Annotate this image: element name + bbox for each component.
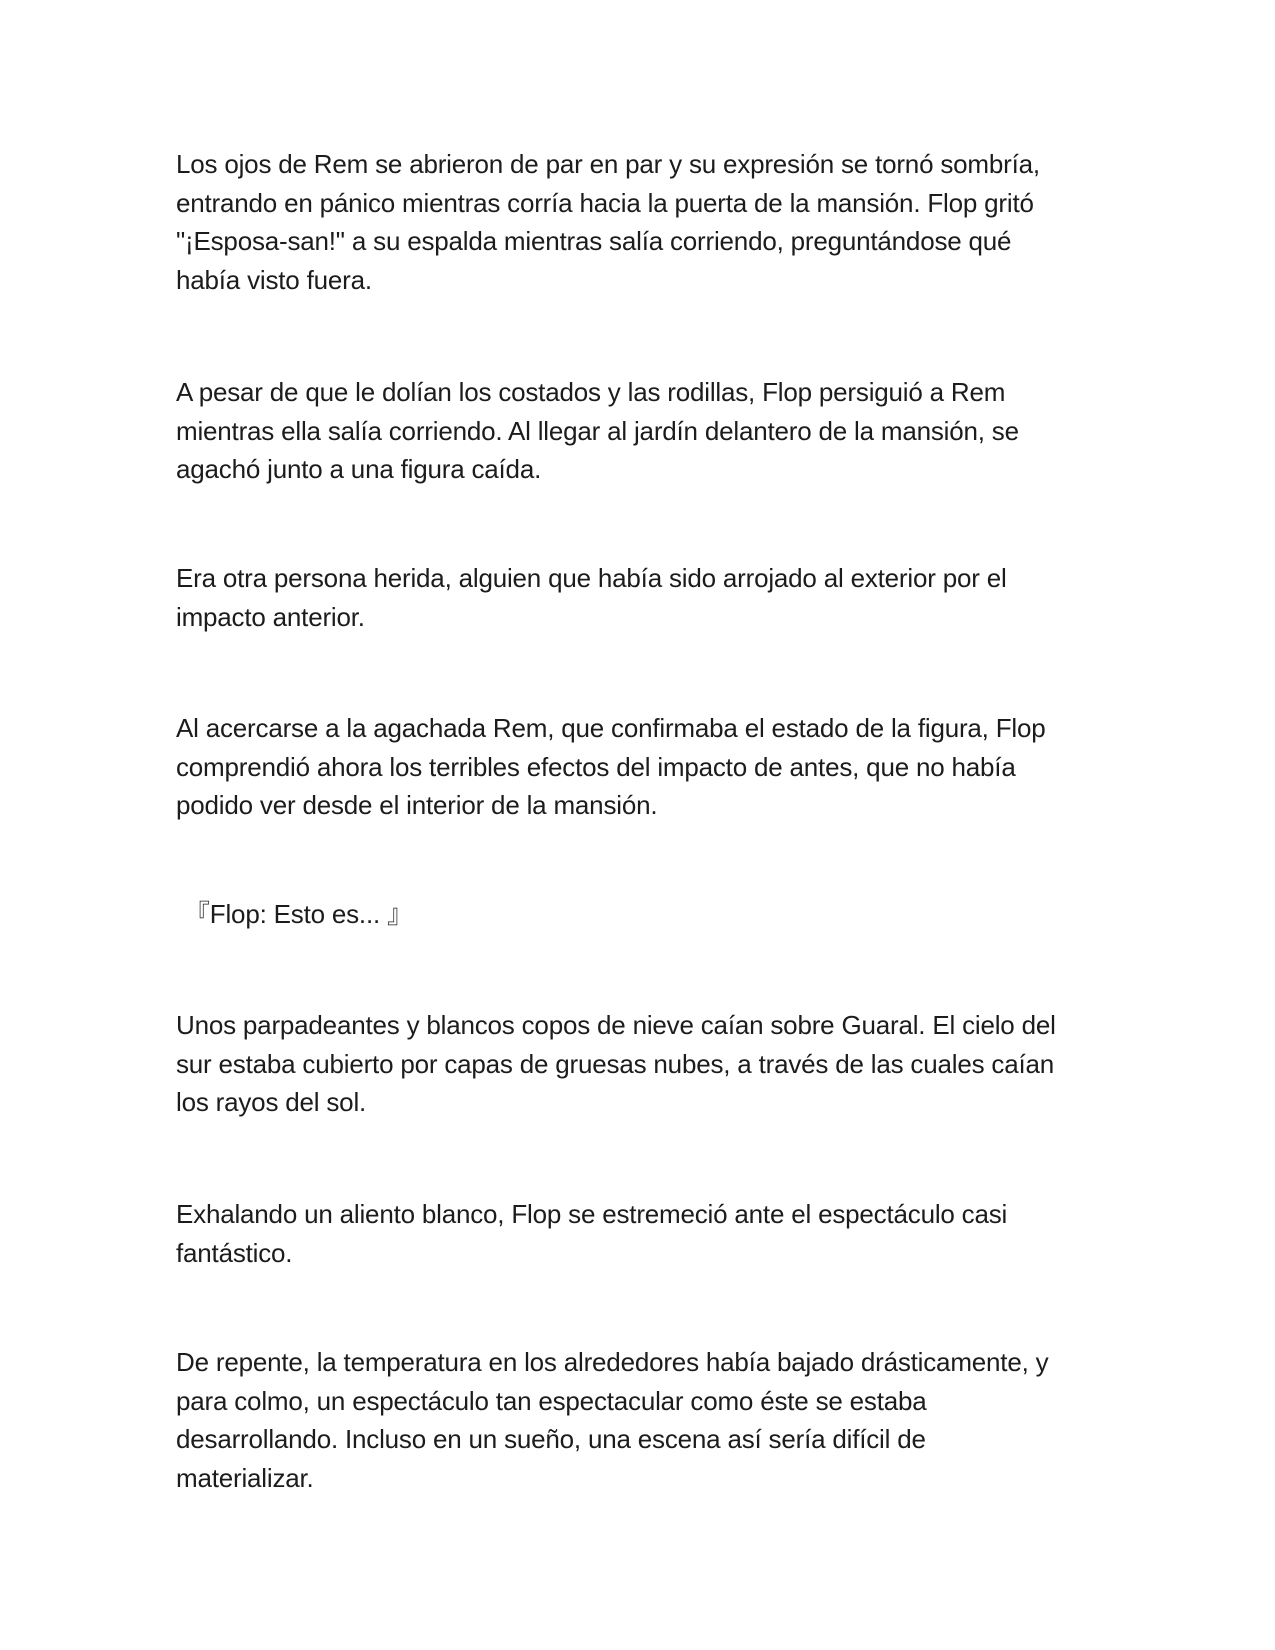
text-line: Unos parpadeantes y blancos copos de nieve caían sobre Guaral. El cielo del bbox=[176, 1010, 1056, 1040]
text-line: agachó junto a una figura caída. bbox=[176, 454, 542, 484]
text-line: 『Flop: Esto es... 』 bbox=[184, 899, 413, 929]
text-line: podido ver desde el interior de la mansión. bbox=[176, 790, 658, 820]
text-line: Era otra persona herida, alguien que había sido arrojado al exterior por el bbox=[176, 563, 1007, 593]
dialogue-line-flop bbox=[184, 895, 1114, 934]
text-line: Exhalando un aliento blanco, Flop se estremeció ante el espectáculo casi bbox=[176, 1199, 1008, 1229]
text-line: comprendió ahora los terribles efectos del impacto de antes, que no había bbox=[176, 751, 1016, 782]
text-line: entrando en pánico mientras corría hacia la puerta de la mansión. Flop gritó bbox=[176, 187, 1034, 218]
text-line: Al acercarse a la agachada Rem, que confirmaba el estado de la figura, Flop bbox=[176, 713, 1046, 743]
text-line: fantástico. bbox=[176, 1237, 293, 1268]
text-line: A pesar de que le dolían los costados y las rodillas, Flop persiguió a Rem bbox=[176, 377, 1006, 407]
paragraph-flop-chases bbox=[176, 373, 1106, 489]
text-line: había visto fuera. bbox=[176, 264, 372, 295]
text-line: Los ojos de Rem se abrieron de par en par y su expresión se tornó sombría, bbox=[176, 149, 1040, 179]
paragraph-impact-effects bbox=[176, 709, 1106, 825]
paragraph-rem-runs-out bbox=[176, 145, 1106, 299]
paragraph-injured-person bbox=[176, 559, 1106, 636]
text-line: los rayos del sol. bbox=[176, 1087, 367, 1117]
text-line: sur estaba cubierto por capas de gruesas nubes, a través de las cuales caían bbox=[176, 1048, 1055, 1079]
text-line: desarrollando. Incluso en un sueño, una escena así sería difícil de bbox=[176, 1424, 926, 1454]
paragraph-snowfall bbox=[176, 1006, 1106, 1122]
text-line: De repente, la temperatura en los alrededores había bajado drásticamente, y bbox=[176, 1347, 1049, 1377]
text-line: materializar. bbox=[176, 1462, 314, 1493]
text-line: mientras ella salía corriendo. Al llegar al jardín delantero de la mansión, se bbox=[176, 415, 1019, 446]
paragraph-white-breath bbox=[176, 1195, 1106, 1272]
text-line: para colmo, un espectáculo tan espectacular como éste se estaba bbox=[176, 1385, 927, 1416]
paragraph-temperature-drop bbox=[176, 1343, 1106, 1497]
text-line: impacto anterior. bbox=[176, 601, 365, 632]
text-line: "¡Esposa-san!" a su espalda mientras salía corriendo, preguntándose qué bbox=[176, 226, 1012, 256]
